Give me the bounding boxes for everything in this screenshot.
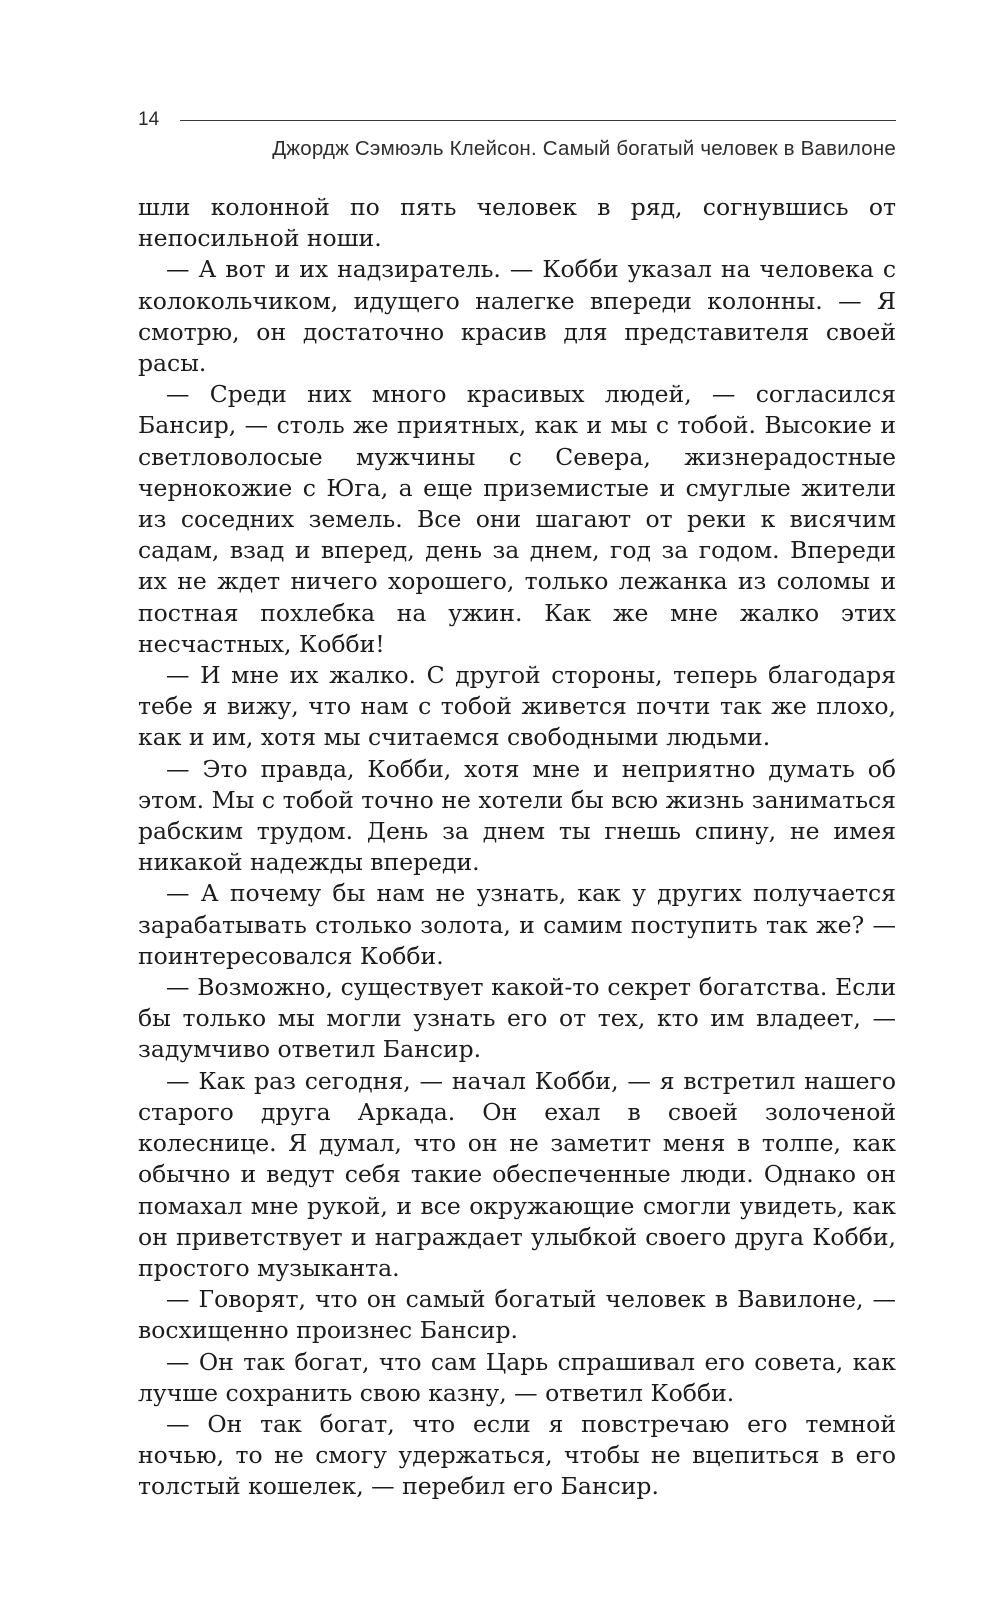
header-rule — [180, 120, 896, 121]
paragraph: — Он так богат, что сам Царь спрашивал его совета, как лучше сохранить свою казну, — ответил Кобби. — [138, 1347, 896, 1407]
paragraph: — Это правда, Кобби, хотя мне и неприятно думать об этом. Мы с тобой точно не хотели бы всю жизнь заниматься рабским трудом. День за днем ты гнешь спину, не имея никакой надежды впереди. — [138, 754, 896, 877]
paragraph-continuation: шли колонной по пять человек в ряд, согнувшись от непосильной ноши. — [138, 193, 896, 253]
paragraph: — Как раз сегодня, — начал Кобби, — я встретил нашего старого друга Аркада. Он ехал в своей золоченой колеснице. Я думал, что он не заметит меня в толпе, как обычно и ведут себя такие обеспеченные люди. Однако он помахал мне рукой, и все окружающие смогли увидеть, как он приветствует и награждает улыбкой своего друга Кобби, простого музыканта. — [138, 1066, 896, 1282]
paragraph: — Среди них много красивых людей, — согласился Бансир, — столь же приятных, как и мы с тобой. Высокие и светловолосые мужчины с Севера, жизнерадостные чернокожие с Юга, а еще приземистые и смуглые жители из соседних земель. Все они шагают от реки к висячим садам, взад и вперед, день за днем, год за годом. Впереди их не ждет ничего хорошего, только лежанка из соломы и постная похлебка на ужин. Как же мне жалко этих несчастных, Кобби! — [138, 380, 896, 658]
paragraph: — Говорят, что он самый богатый человек в Вавилоне, — восхищенно произнес Бансир. — [138, 1285, 896, 1345]
running-title: Джордж Сэмюэль Клейсон. Самый богатый человек в Вавилоне — [272, 137, 896, 160]
paragraph: — И мне их жалко. С другой стороны, теперь благодаря тебе я вижу, что нам с тобой живется почти так же плохо, как и им, хотя мы считаемся свободными людьми. — [138, 661, 896, 752]
paragraph: — Возможно, существует какой-то секрет богатства. Если бы только мы могли узнать его от тех, кто им владеет, — задумчиво ответил Бансир. — [138, 973, 896, 1064]
page-number: 14 — [138, 109, 160, 130]
paragraph: — А вот и их надзиратель. — Кобби указал на человека с колокольчиком, идущего налегке впереди колонны. — Я смотрю, он достаточно красив для представителя своей расы. — [138, 255, 896, 378]
page-header — [138, 108, 896, 168]
paragraph: — А почему бы нам не узнать, как у других получается зарабатывать столько золота, и самим поступить так же? — поинтересовался Кобби. — [138, 879, 896, 970]
body-text — [138, 192, 896, 1503]
paragraph: — Он так богат, что если я повстречаю его темной ночью, то не смогу удержаться, чтобы не вцепиться в его толстый кошелек, — перебил его Бансир. — [138, 1409, 896, 1501]
